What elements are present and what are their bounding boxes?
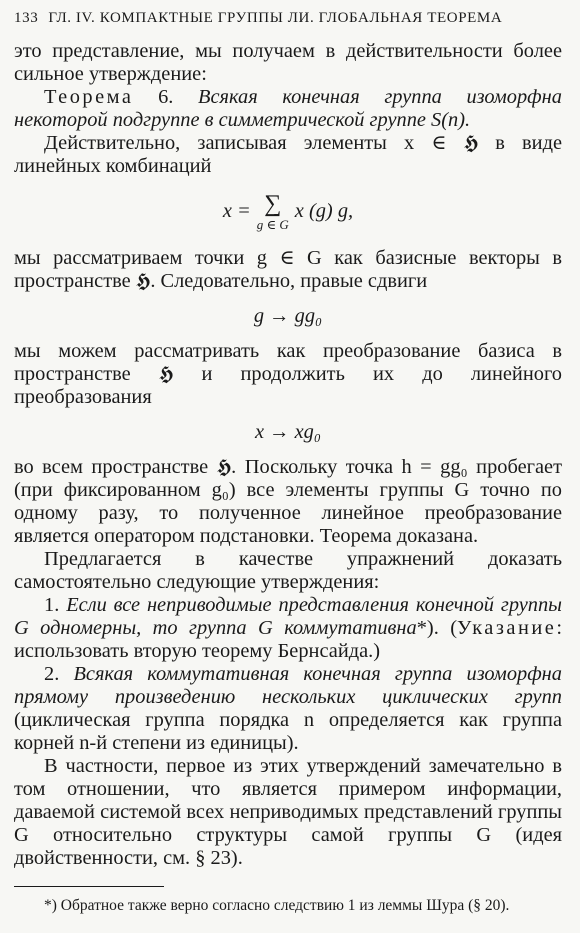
footnote-divider [14, 886, 164, 887]
page-number: 133 [14, 10, 39, 26]
paragraph-exercises: Предлагается в качестве упражнений доказать самостоятельно следующие утверждения: [14, 548, 562, 593]
exercise-2-number: 2. [44, 663, 60, 685]
formula-rhs: x (g) g, [294, 200, 354, 222]
page-body [14, 40, 562, 916]
exercise-2 [14, 663, 562, 755]
exercise-2-remark: (циклическая группа порядка n определяется как группа корней n-й степени из единицы). [14, 709, 562, 754]
formula-linear-combination [14, 192, 562, 231]
paragraph-intro: это представление, мы получаем в действительности более сильное утверждение: [14, 40, 562, 85]
sigma-symbol: ∑ [264, 191, 282, 217]
paragraph-basis-vectors: мы рассматриваем точки g ∈ G как базисные векторы в пространстве 𝕳. Следовательно, правые сдвиги [14, 247, 562, 292]
paragraph-basis-transform: мы можем рассматривать как преобразование базиса в пространстве 𝕳 и продолжить их до линейного преобразования [14, 340, 562, 408]
hint-label: Указание [457, 617, 557, 639]
paragraph-proof-end: во всем пространстве 𝕳. Поскольку точка h = gg₀ пробегает (при фиксированном g₀) все элементы группы G точно по одному разу, то полученное линейное преобразование является оператором подстановки. Теорема доказана. [14, 456, 562, 547]
summation-operator [257, 192, 289, 231]
formula-right-shift: g → gg₀ [253, 305, 323, 327]
summation-index: g ∈ G [256, 217, 289, 232]
theorem-number: 6. [158, 86, 174, 108]
running-header [14, 10, 562, 40]
formula-lhs: x = [222, 200, 251, 222]
paragraph-proof-start: Действительно, записывая элементы x ∈ 𝕳 в виде линейных комбинаций [14, 132, 562, 177]
running-title: ГЛ. IV. КОМПАКТНЫЕ ГРУППЫ ЛИ. ГЛОБАЛЬНАЯ ТЕОРЕМА [48, 10, 503, 26]
exercise-1-number: 1. [44, 594, 60, 616]
exercise-1-statement: Если все неприводимые представления конечной группы G одномерны, то группа G коммутативна [14, 594, 562, 639]
hint-text: : использовать вторую теорему Бернсайда.) [14, 617, 562, 662]
theorem-label: Теорема [44, 86, 134, 108]
footnote-marker: *). [416, 617, 439, 639]
exercise-1: 1. Если все неприводимые представления конечной группы G одномерны, то группа G коммутативна*). (Указание: использовать вторую теорему Бернсайда.) [14, 594, 562, 662]
theorem-6 [14, 86, 562, 132]
theorem-statement: Всякая конечная группа изоморфна некоторой подгруппе в симметрической группе S(n). [14, 86, 562, 131]
paragraph-duality: В частности, первое из этих утверждений замечательно в том отношении, что является примером информации, даваемой системой всех неприводимых представлений группы G относительно структуры самой группы G (идея двойственности, см. § 23). [14, 755, 562, 869]
footnote: *) Обратное также верно согласно следствию 1 из леммы Шура (§ 20). [44, 897, 510, 914]
exercise-2-statement: Всякая коммутативная конечная группа изоморфна прямому произведению нескольких циклических групп [14, 663, 562, 708]
formula-linear-map: x → xg₀ [255, 421, 321, 443]
